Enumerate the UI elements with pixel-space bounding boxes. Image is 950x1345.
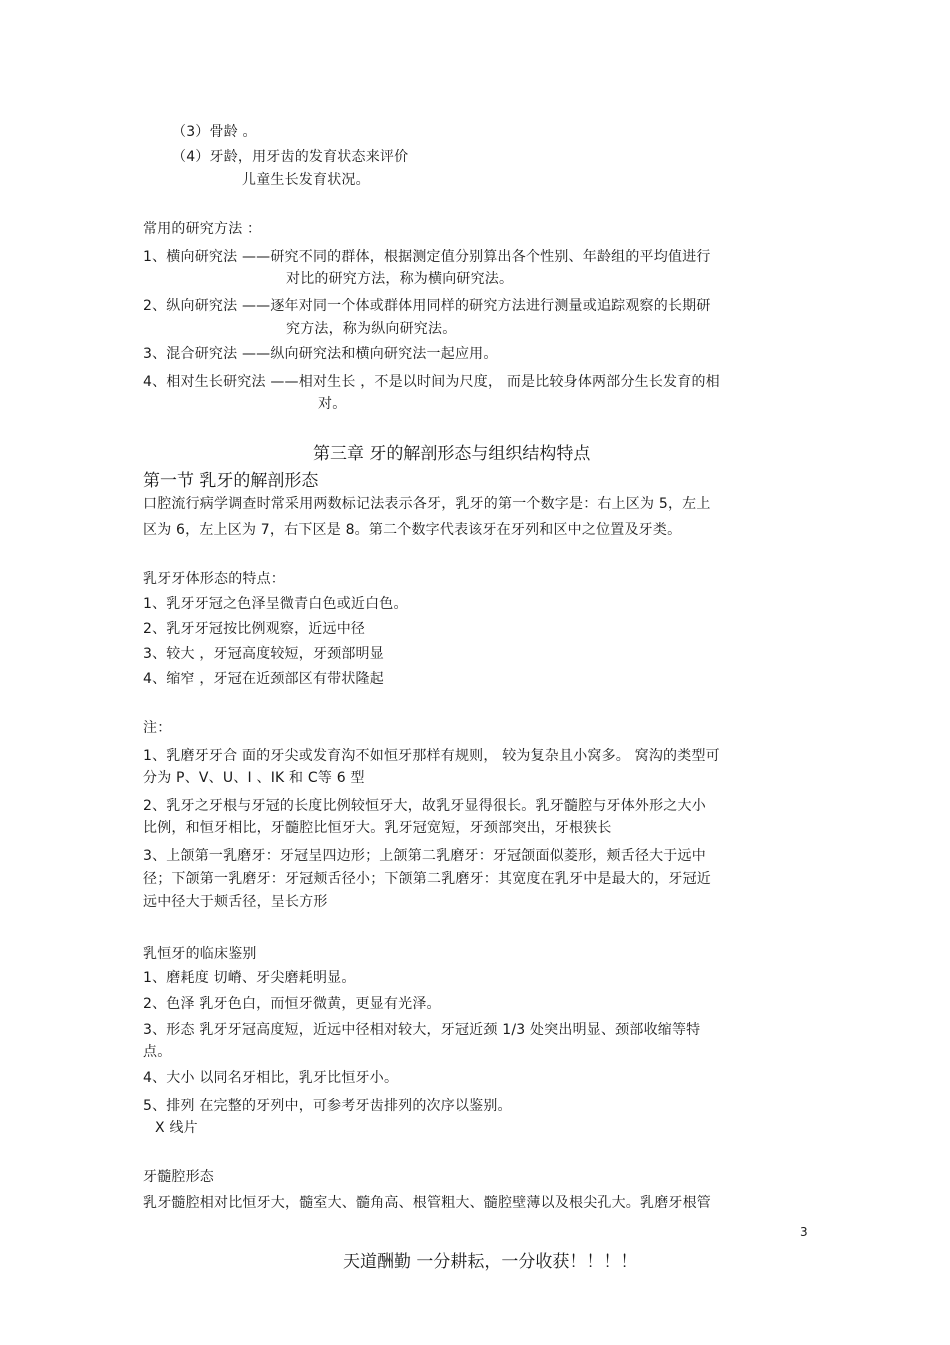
clinical-3: 3、形态 乳牙牙冠高度短，近远中径相对较大，牙冠近颈 1/3 处突出明显、颈部收缩等特 [143, 1022, 701, 1038]
method-4-cont: 对。 [318, 396, 347, 412]
page-number: 3 [800, 1225, 808, 1239]
footer-motto: 天道酬勤 一分耕耘，一分收获！！！！ [343, 1252, 638, 1272]
clinical-4: 4、大小 以同名牙相比，乳牙比恒牙小。 [143, 1070, 399, 1086]
note-3-cont: 径；下颌第一乳磨牙：牙冠颊舌径小；下颌第二乳磨牙：其宽度在乳牙中是最大的，牙冠近 [143, 871, 711, 887]
clinical-2: 2、色泽 乳牙色白，而恒牙微黄，更显有光泽。 [143, 996, 441, 1012]
note-3-cont-2: 远中径大于颊舌径，呈长方形 [143, 894, 328, 910]
intro-line-2: 区为 6，左上区为 7，右下区是 8。第二个数字代表该牙在牙列和区中之位置及牙类。 [143, 522, 682, 538]
clinical-title: 乳恒牙的临床鉴别 [143, 946, 257, 962]
method-1: 1、横向研究法 ——研究不同的群体，根据测定值分别算出各个性别、年龄组的平均值进行 [143, 249, 711, 265]
note-1: 1、乳磨牙牙合 面的牙尖或发育沟不如恒牙那样有规则， 较为复杂且小窝多。 窝沟的类型可 [143, 748, 720, 764]
method-4: 4、相对生长研究法 ——相对生长 ，不是以时间为尺度， 而是比较身体两部分生长发育的相 [143, 374, 720, 390]
feature-3: 3、较大 ，牙冠高度较短，牙颈部明显 [143, 646, 384, 662]
intro-line-1: 口腔流行病学调查时常采用两数标记法表示各牙，乳牙的第一个数字是：右上区为 5，左上 [143, 496, 711, 512]
item-bone-age: （3）骨龄 。 [172, 124, 257, 140]
item-dental-age-cont: 儿童生长发育状况。 [242, 172, 370, 188]
note-1-cont: 分为 P、V、U、I 、IK 和 C等 6 型 [143, 770, 365, 786]
methods-title: 常用的研究方法 ： [143, 221, 262, 237]
method-2-cont: 究方法，称为纵向研究法。 [286, 321, 457, 337]
note-2-cont: 比例，和恒牙相比，牙髓腔比恒牙大。乳牙冠宽短，牙颈部突出，牙根狭长 [143, 820, 612, 836]
notes-title: 注： [143, 720, 172, 736]
chapter-title: 第三章 牙的解剖形态与组织结构特点 [313, 444, 591, 464]
clinical-3-cont: 点。 [143, 1044, 172, 1060]
method-3: 3、混合研究法 ——纵向研究法和横向研究法一起应用。 [143, 346, 498, 362]
method-1-cont: 对比的研究方法，称为横向研究法。 [286, 271, 514, 287]
clinical-1: 1、磨耗度 切嵴、牙尖磨耗明显。 [143, 970, 356, 986]
clinical-5: 5、排列 在完整的牙列中，可参考牙齿排列的次序以鉴别。 [143, 1098, 512, 1114]
pulp-text: 乳牙髓腔相对比恒牙大，髓室大、髓角高、根管粗大、髓腔壁薄以及根尖孔大。乳磨牙根管 [143, 1195, 711, 1211]
note-3: 3、上颌第一乳磨牙：牙冠呈四边形；上颌第二乳磨牙：牙冠颌面似菱形，颊舌径大于远中 [143, 848, 706, 864]
features-title: 乳牙牙体形态的特点： [143, 571, 285, 587]
clinical-6: X 线片 [155, 1120, 198, 1136]
item-dental-age: （4）牙龄，用牙齿的发育状态来评价 [172, 149, 409, 165]
note-2: 2、乳牙之牙根与牙冠的长度比例较恒牙大，故乳牙显得很长。乳牙髓腔与牙体外形之大小 [143, 798, 706, 814]
pulp-title: 牙髓腔形态 [143, 1169, 214, 1185]
method-2: 2、纵向研究法 ——逐年对同一个体或群体用同样的研究方法进行测量或追踪观察的长期研 [143, 298, 711, 314]
feature-2: 2、乳牙牙冠按比例观察，近远中径 [143, 621, 366, 637]
section-title: 第一节 乳牙的解剖形态 [143, 471, 319, 491]
feature-4: 4、缩窄 ，牙冠在近颈部区有带状隆起 [143, 671, 384, 687]
feature-1: 1、乳牙牙冠之色泽呈微青白色或近白色。 [143, 596, 408, 612]
